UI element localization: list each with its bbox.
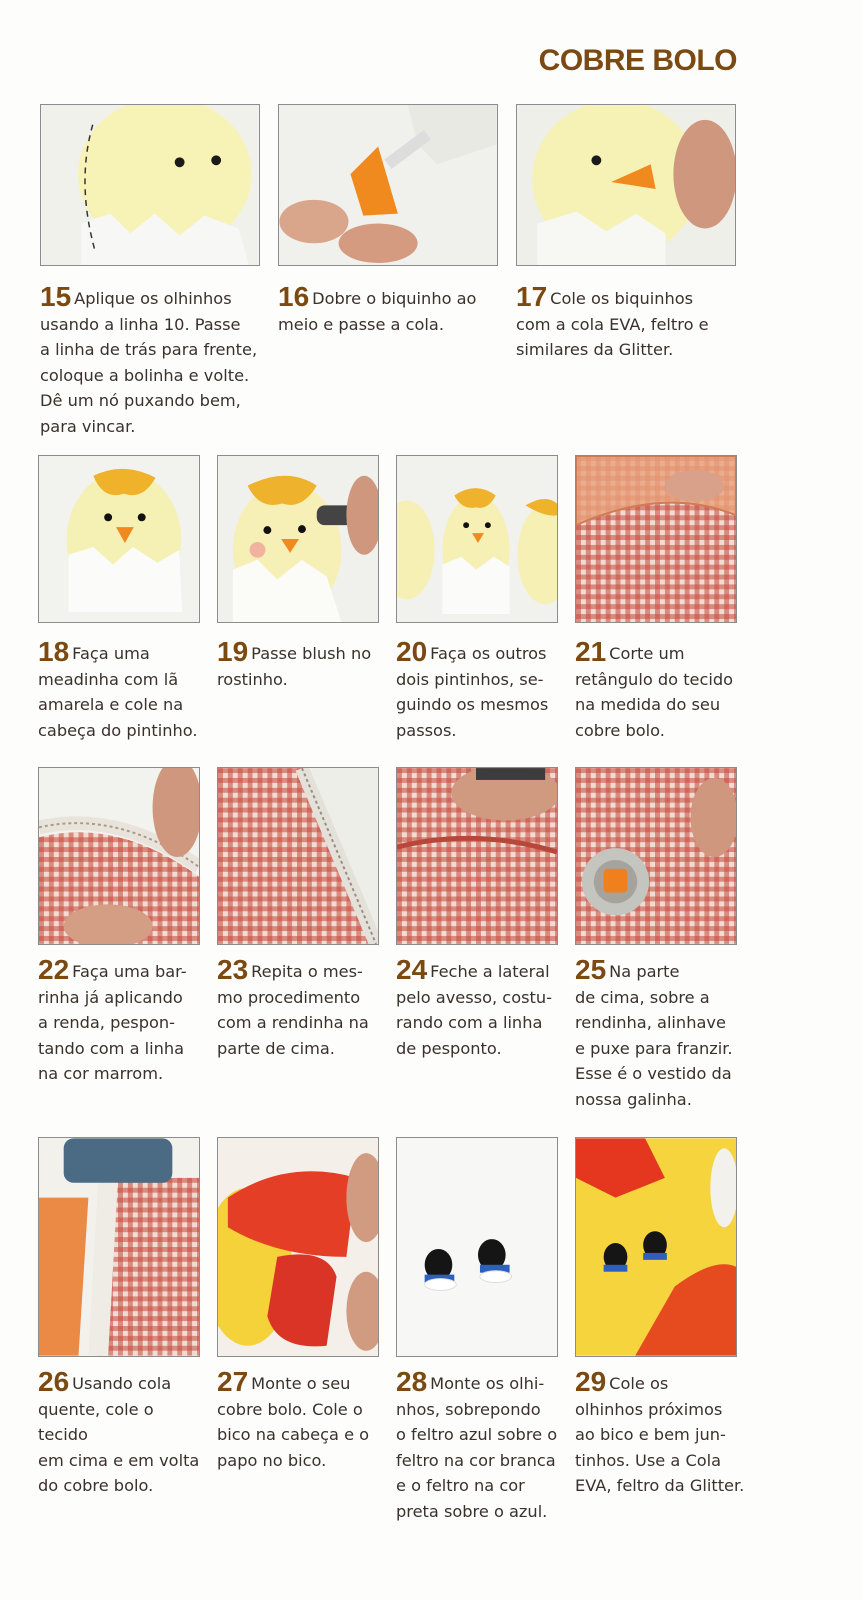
step-number: 15 <box>40 281 72 312</box>
photo-beak-glue <box>278 104 498 266</box>
photo-lace-top <box>217 767 379 945</box>
step-number: 28 <box>396 1366 428 1397</box>
step-text: Faça os outros dois pintinhos, se- guindo os mesmos passos. <box>396 644 549 740</box>
photo-sew-lace <box>38 767 200 945</box>
photo-glue-beak <box>516 104 736 266</box>
step-text: Monte o seu cobre bolo. Cole o bico na cabeça e o papo no bico. <box>217 1374 370 1470</box>
step-caption <box>396 1366 566 1524</box>
step-number: 24 <box>396 954 428 985</box>
step-number: 16 <box>278 281 310 312</box>
step-caption <box>575 636 745 743</box>
step-caption <box>396 636 566 743</box>
step-text: Monte os olhi- nhos, sobrepondo o feltro azul sobre o feltro na cor branca e o feltro na cor preta sobre o azul. <box>396 1374 558 1521</box>
photo-chick-yarn <box>38 455 200 623</box>
step-text: Dobre o biquinho ao meio e passe a cola. <box>278 289 477 334</box>
photo-gather-top <box>575 767 737 945</box>
step-caption <box>38 954 208 1087</box>
step-caption <box>396 954 566 1061</box>
step-caption <box>38 636 208 743</box>
step-caption <box>278 281 508 337</box>
photo-assemble <box>217 1137 379 1357</box>
step-caption <box>40 281 270 439</box>
step-text: Faça uma bar- rinha já aplicando a renda, pespon- tando com a linha na cor marrom. <box>38 962 187 1083</box>
step-number: 19 <box>217 636 249 667</box>
step-number: 25 <box>575 954 607 985</box>
photo-chicken-eyes <box>575 1137 737 1357</box>
step-text: Corte um retângulo do tecido na medida do seu cobre bolo. <box>575 644 734 740</box>
step-number: 21 <box>575 636 607 667</box>
step-caption <box>516 281 746 363</box>
photo-fabric-rectangle <box>575 455 737 623</box>
step-number: 20 <box>396 636 428 667</box>
step-number: 18 <box>38 636 70 667</box>
step-number: 23 <box>217 954 249 985</box>
step-caption <box>38 1366 208 1499</box>
step-text: Cole os olhinhos próximos ao bico e bem jun- tinhos. Use a Cola EVA, feltro da Glitter. <box>575 1374 745 1495</box>
step-text: Repita o mes- mo procedimento com a rendinha na parte de cima. <box>217 962 369 1058</box>
step-text: Passe blush no rostinho. <box>217 644 372 689</box>
photo-three-chicks <box>396 455 558 623</box>
step-caption <box>217 636 387 692</box>
photo-blush <box>217 455 379 623</box>
step-text: Feche a lateral pelo avesso, costu- rando com a linha de pesponto. <box>396 962 552 1058</box>
step-text: Aplique os olhinhos usando a linha 10. Passe a linha de trás para frente, coloque a bolinha e volte. Dê um nó puxando bem, para vincar. <box>40 289 258 436</box>
step-caption <box>217 1366 387 1473</box>
photo-hot-glue <box>38 1137 200 1357</box>
step-number: 27 <box>217 1366 249 1397</box>
photo-chick-eyes <box>40 104 260 266</box>
photo-close-side <box>396 767 558 945</box>
step-text: Cole os biquinhos com a cola EVA, feltro e similares da Glitter. <box>516 289 709 359</box>
step-text: Faça uma meadinha com lã amarela e cole na cabeça do pintinho. <box>38 644 198 740</box>
step-number: 17 <box>516 281 548 312</box>
photo-eye-pieces <box>396 1137 558 1357</box>
step-number: 26 <box>38 1366 70 1397</box>
step-text: Usando cola quente, cole o tecido em cima e em volta do cobre bolo. <box>38 1374 200 1495</box>
step-number: 29 <box>575 1366 607 1397</box>
step-caption <box>575 954 745 1112</box>
step-caption <box>217 954 387 1061</box>
page-title: COBRE BOLO <box>538 44 737 77</box>
step-caption <box>575 1366 745 1499</box>
step-number: 22 <box>38 954 70 985</box>
step-text: Na parte de cima, sobre a rendinha, alinhave e puxe para franzir. Esse é o vestido da nossa galinha. <box>575 962 733 1109</box>
